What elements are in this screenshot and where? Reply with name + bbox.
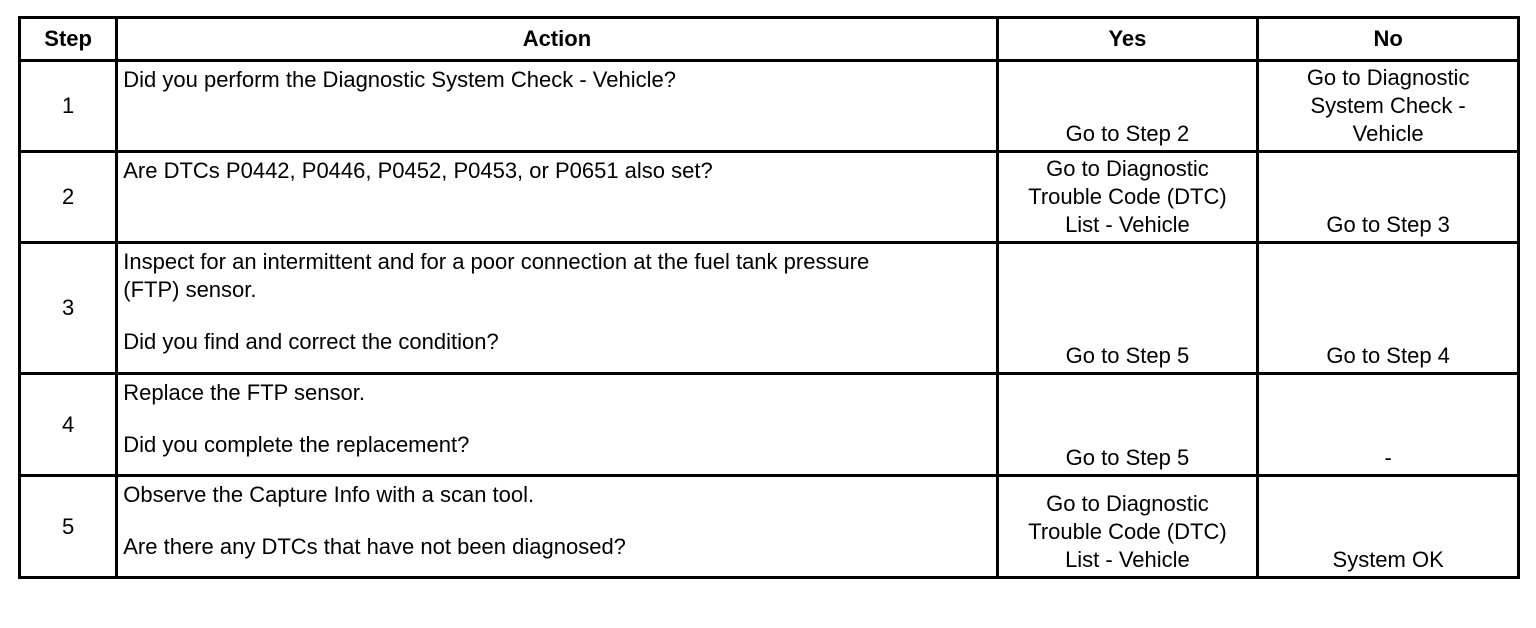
header-action: Action — [117, 18, 997, 61]
action-cell — [117, 152, 997, 243]
yes-text: Go to Step 2 — [1065, 121, 1190, 146]
yes-text: List - Vehicle — [1065, 212, 1190, 237]
action-cell — [117, 476, 997, 578]
table-row — [20, 476, 1519, 578]
no-text: Vehicle — [1352, 121, 1424, 146]
action-question: Are there any DTCs that have not been diagnosed? — [123, 534, 626, 559]
action-text: Inspect for an intermittent and for a poor connection at the fuel tank pressure — [123, 249, 870, 274]
no-cell — [1258, 476, 1519, 578]
action-cell — [117, 61, 997, 152]
no-text: Go to Step 3 — [1326, 212, 1450, 237]
action-question: Did you find and correct the condition? — [123, 329, 499, 354]
spacer — [123, 509, 991, 533]
header-step: Step — [20, 18, 117, 61]
action-text: Are DTCs P0442, P0446, P0452, P0453, or P0651 also set? — [123, 158, 713, 183]
table-row — [20, 243, 1519, 374]
no-text: System OK — [1332, 547, 1444, 572]
action-text: Did you perform the Diagnostic System Check - Vehicle? — [123, 67, 676, 92]
header-yes: Yes — [997, 18, 1258, 61]
action-text: Observe the Capture Info with a scan tool. — [123, 482, 535, 507]
step-number: 4 — [20, 374, 117, 476]
action-cell — [117, 243, 997, 374]
no-cell — [1258, 152, 1519, 243]
table-row — [20, 152, 1519, 243]
action-text: Replace the FTP sensor. — [123, 380, 365, 405]
header-row — [20, 18, 1519, 61]
yes-text: Trouble Code (DTC) — [1028, 519, 1227, 544]
yes-cell — [997, 243, 1258, 374]
no-text: Go to Diagnostic — [1306, 65, 1470, 90]
no-cell — [1258, 374, 1519, 476]
yes-cell — [997, 152, 1258, 243]
step-number: 2 — [20, 152, 117, 243]
table-row — [20, 374, 1519, 476]
table-row — [20, 61, 1519, 152]
diagnostic-table — [18, 16, 1520, 579]
step-number: 1 — [20, 61, 117, 152]
action-text: (FTP) sensor. — [123, 277, 257, 302]
yes-text: List - Vehicle — [1065, 547, 1190, 572]
no-text: System Check - — [1310, 93, 1466, 118]
no-cell — [1258, 243, 1519, 374]
yes-text: Trouble Code (DTC) — [1028, 184, 1227, 209]
step-number: 3 — [20, 243, 117, 374]
action-cell — [117, 374, 997, 476]
yes-text: Go to Step 5 — [1065, 445, 1190, 470]
no-text: - — [1384, 445, 1392, 470]
no-cell — [1258, 61, 1519, 152]
step-number: 5 — [20, 476, 117, 578]
yes-cell — [997, 61, 1258, 152]
yes-cell — [997, 374, 1258, 476]
yes-cell — [997, 476, 1258, 578]
action-question: Did you complete the replacement? — [123, 432, 470, 457]
spacer — [123, 407, 991, 431]
spacer — [123, 304, 991, 328]
yes-text: Go to Diagnostic — [1046, 491, 1209, 516]
yes-text: Go to Diagnostic — [1046, 156, 1209, 181]
yes-text: Go to Step 5 — [1065, 343, 1190, 368]
header-no: No — [1258, 18, 1519, 61]
no-text: Go to Step 4 — [1326, 343, 1450, 368]
